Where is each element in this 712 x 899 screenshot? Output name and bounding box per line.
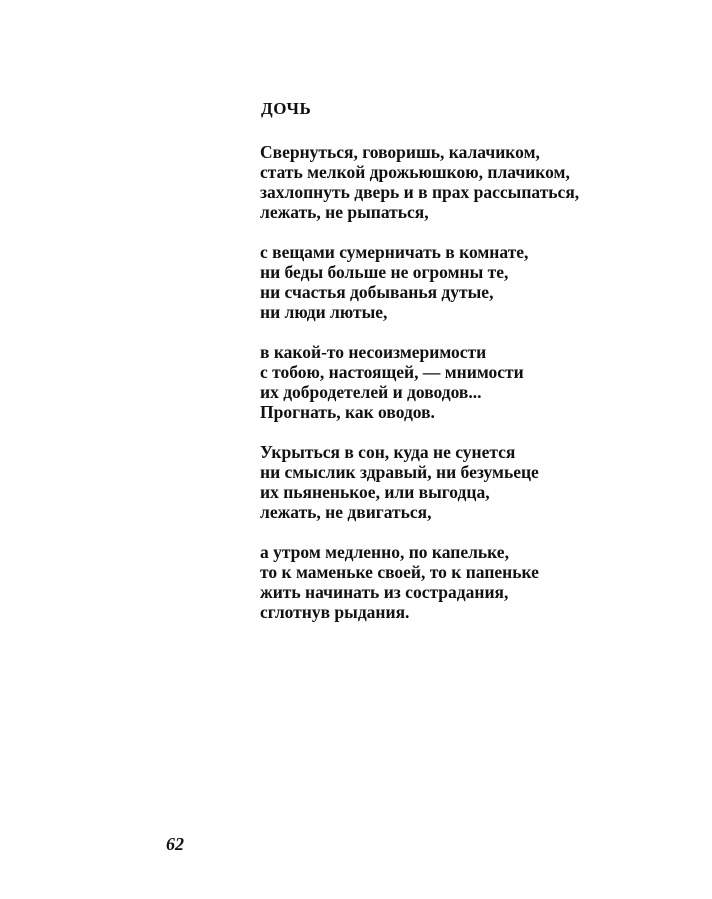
poem-line: в какой-то несоизмеримости <box>260 342 487 362</box>
poem-line: ни беды больше не огромны те, <box>260 262 509 282</box>
poem-line: их добродетелей и доводов... <box>260 382 482 402</box>
poem-line: с вещами сумерничать в комнате, <box>260 242 529 262</box>
poem-line: Свернуться, говоришь, калачиком, <box>260 142 540 162</box>
stanza-1 <box>260 142 579 222</box>
poem-line: то к маменьке своей, то к папеньке <box>260 562 539 582</box>
page-number: 62 <box>166 834 184 854</box>
poem-line: ни счастья добыванья дутые, <box>260 282 494 302</box>
stanza-5 <box>260 542 579 622</box>
poem-line: Прогнать, как оводов. <box>260 402 435 422</box>
poem-line: сглотнув рыдания. <box>260 602 410 622</box>
poem-line: лежать, не двигаться, <box>260 502 432 522</box>
poem-line: ни смыслик здравый, ни безумьеце <box>260 462 539 482</box>
poem-line: захлопнуть дверь и в прах рассыпаться, <box>260 182 580 202</box>
poem-line: лежать, не рыпаться, <box>260 202 429 222</box>
poem-line: стать мелкой дрожьюшкою, плачиком, <box>260 162 570 182</box>
poem-line: ни люди лютые, <box>260 302 388 322</box>
stanza-2 <box>260 242 579 322</box>
poem-line: жить начинать из сострадания, <box>260 582 509 602</box>
stanza-3 <box>260 342 579 422</box>
poem-line: с тобою, настоящей, — мнимости <box>260 362 524 382</box>
poem-body <box>260 142 579 642</box>
poem-title: ДОЧЬ <box>261 99 312 118</box>
stanza-4 <box>260 442 579 522</box>
poem-line: их пьяненькое, или выгодца, <box>260 482 490 502</box>
poem-line: Укрыться в сон, куда не сунется <box>260 442 516 462</box>
poem-line: а утром медленно, по капельке, <box>260 542 509 562</box>
